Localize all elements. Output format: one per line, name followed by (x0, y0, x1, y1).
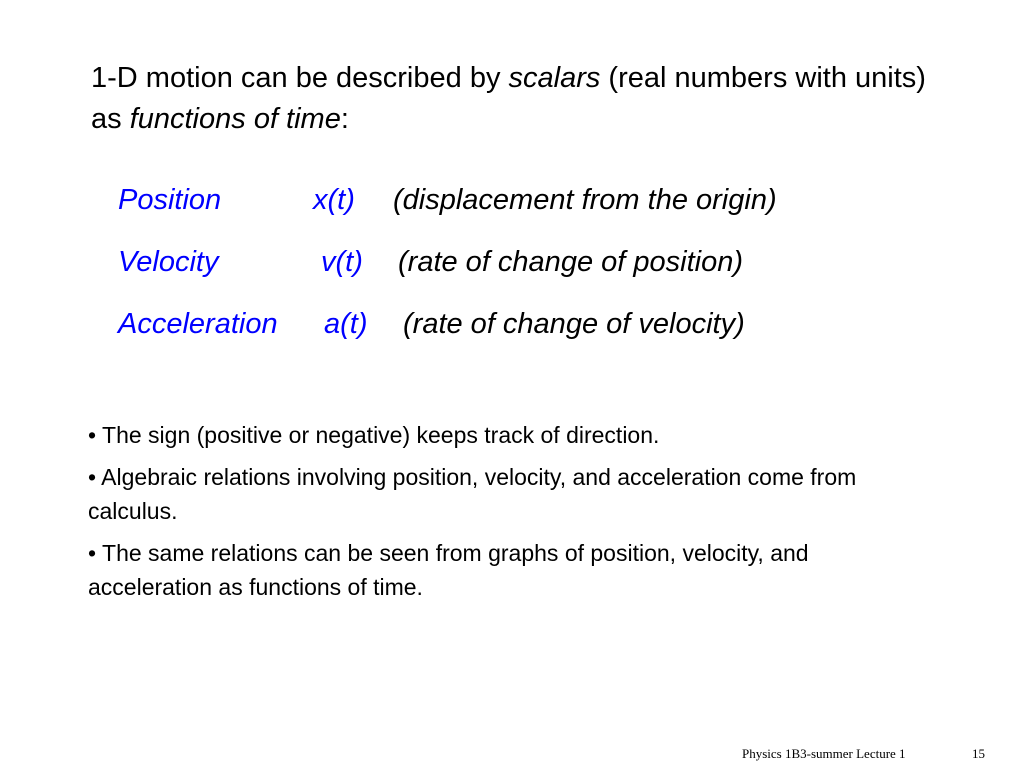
intro-emphasis-scalars: scalars (508, 62, 601, 94)
bullet-item: • Algebraic relations involving position, velocity, and acceleration come from calculus. (88, 464, 857, 524)
definition-symbol: a(t) (324, 308, 368, 340)
definition-term: Velocity (118, 246, 219, 278)
bullet-item: • The same relations can be seen from graphs of position, velocity, and acceleration as functions of time. (88, 540, 809, 600)
intro-text (91, 58, 931, 140)
intro-part-1: 1-D motion can be described by (91, 62, 509, 94)
bullet-list (88, 418, 938, 612)
definition-description: (displacement from the origin) (393, 184, 777, 216)
definition-term: Acceleration (118, 308, 278, 340)
footer-course-label: Physics 1B3-summer Lecture 1 (742, 746, 906, 761)
intro-part-2: (real numbers with units) as (91, 62, 926, 135)
definition-description: (rate of change of velocity) (403, 308, 745, 340)
definition-description: (rate of change of position) (398, 246, 743, 278)
bullet-item: • The sign (positive or negative) keeps track of direction. (88, 422, 660, 448)
definition-symbol: x(t) (313, 184, 355, 216)
definition-symbol: v(t) (321, 246, 363, 278)
intro-part-3: : (340, 103, 349, 135)
intro-emphasis-functions-of-time: functions of time (129, 103, 341, 135)
page-number: 15 (972, 746, 985, 761)
definition-term: Position (118, 184, 222, 216)
